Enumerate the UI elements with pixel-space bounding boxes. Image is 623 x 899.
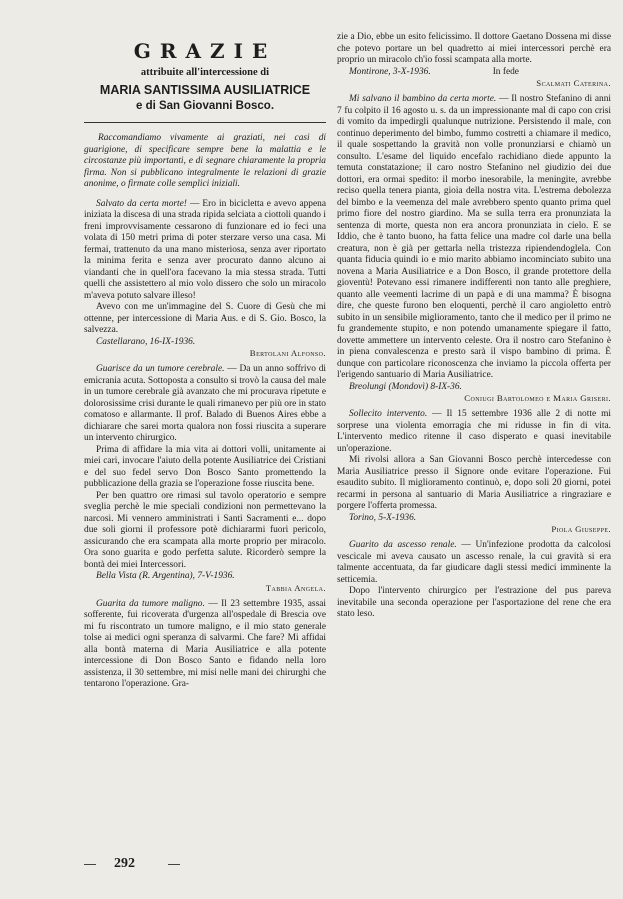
header xyxy=(84,40,326,114)
footer-dash-left xyxy=(84,864,96,865)
story-paragraph: Avevo con me un'immagine del S. Cuore di Gesù che mi ottenne, per intercessione di Maria Aus. e di S. Gio. Bosco, la salvezza. xyxy=(84,302,326,335)
story-tumore-cerebrale xyxy=(84,364,326,593)
story-title: Guarita da tumore maligno. xyxy=(96,598,205,609)
story-sollecito xyxy=(337,409,611,534)
story-place-date: Breolungi (Mondovì) 8-IX-36. xyxy=(349,381,462,392)
story-signature: Tabbia Angela. xyxy=(265,582,326,593)
saints-line-1: MARIA SANTISSIMA AUSILIATRICE xyxy=(99,83,311,97)
page-footer xyxy=(84,856,224,872)
page-title: GRAZIE xyxy=(133,39,277,63)
story-signature: Coniugi Bartolomeo e Maria Griseri. xyxy=(464,393,611,403)
story-signature: Piola Giuseppe. xyxy=(551,524,611,534)
story-paragraph: Guarisce da un tumore cerebrale. — Da un anno soffrivo di emicrania acuta. Sottoposta a consulto si trovò la causa del male in un tumore cerebrale già avanzato che mi procurava ripetute e dolorosissime crisi durante le quali rimanevo per più ore in stato comatoso e allarmante. Il prof. Balado di Buenos Aires ebbe a dichiarare che sarei morta qualora non fossi riuscita a superare un intervento chirurgico. xyxy=(84,364,326,443)
story-paragraph: Salvato da certa morte! — Ero in bicicletta e avevo appena iniziata la discesa di una strada ripida selciata a ciottoli quando i freni improvvisamente cessarono di funzionare ed io feci una volata di 150 metri prima di poter sterzare verso una casa. Mi fermai, trattenuto da una mano misteriosa, senza aver riportato la minima ferita e senza aver procurato danno alcuno ai viandanti che in quell'ora facevano la mia stessa strada. Tutti quelli che assistettero al mio volo dissero che solo un miracolo m'aveva potuto salvare illeso! xyxy=(84,198,326,301)
story-paragraph: Guarita da tumore maligno. — Il 23 settembre 1935, assai sofferente, fui ricoverata d'urgenza all'ospedale di Brescia ove mi fu riscontrato un tumore maligno, e il mio stato generale tolse ai medici ogni speranza di salvarmi. Che fare? Mi affidai alla bontà materna di Maria Ausiliatrice e alla potente intercessione di Don Bosco Santo e fidando nella loro assistenza, il 30 settembre, mi misi nelle mani dei chirurghi che tentarono l'operazione. Gra- xyxy=(84,598,326,689)
left-column xyxy=(84,32,326,697)
story-bambino xyxy=(337,94,611,403)
story-title: Guarito da ascesso renale. xyxy=(349,540,457,550)
story-place-date: Torino, 5-X-1936. xyxy=(349,512,417,523)
story-salvato xyxy=(84,199,326,359)
story-paragraph: Guarito da ascesso renale. — Un'infezione prodotta da calcolosi vescicale mi aveva causato un ascesso renale, la cui gravità si era talmente accentuata, da far giudicare dagli stessi medici imminente la setticemia. xyxy=(337,540,612,585)
story-paragraph: Sollecito intervento. — Il 15 settembre 1936 alle 2 di notte mi sorprese una violenta emorragia che mi ridusse in fin di vita. L'intervento medico ritenne il caso disperato e quasi inevitabile un'operazione. xyxy=(337,409,612,454)
story-signature: Bertolani Alfonso. xyxy=(249,348,326,358)
story-title: Mi salvano il bambino da certa morte. xyxy=(349,94,497,104)
story-paragraph: Dopo l'intervento chirurgico per l'estrazione del pus pareva inevitabile una seconda operazione per l'asportazione del rene che era stato leso. xyxy=(337,586,611,619)
story-paragraph: Prima di affidare la mia vita ai dottori volli, unitamente ai miei cari, invocare l'aiuto della potente Ausiliatrice dei Cristiani e del suo fedel servo Don Bosco Santo promettendo la pubblicazione della grazia se l'operazione fosse riuscita bene. xyxy=(84,444,326,489)
saints-line-2: e di San Giovanni Bosco. xyxy=(135,100,275,112)
header-divider xyxy=(84,122,326,123)
story-tumore-maligno xyxy=(84,599,326,691)
story-paragraph: Mi rivolsi allora a San Giovanni Bosco perchè intercedesse con Maria Ausiliatrice presso il Signore onde evitare l'operazione. Fui esaudito subito. Il miglioramento continuò, e, dopo soli 20 giorni, potei recarmi in persona al santuario di Maria Ausiliatrice a ringraziare e porgere l'offerta promessa. xyxy=(337,455,611,511)
story-sign-prefix: In fede xyxy=(492,66,519,77)
story-ascesso xyxy=(337,540,611,621)
story-tumore-maligno-cont xyxy=(337,32,611,88)
story-place-date: Castellarano, 16-IX-1936. xyxy=(96,336,196,347)
right-column xyxy=(337,32,611,627)
intro-note: Raccomandiamo vivamente ai graziati, nei casi di guarigione, di specificare sempre bene la malattia e le circostanze più importanti, e di segnare chiaramente la propria firma. Non si pubblicano integralmente le relazioni di grazie anonime, o firmate colle semplici iniziali. xyxy=(84,133,326,189)
story-paragraph: Mi salvano il bambino da certa morte. — Il nostro Stefanino di anni 7 fu colpito il 16 agosto u. s. da un impressionante mal di capo con crisi di vomito da impedirgli qualunque nutrizione. Persistendo il male, con continuo deperimento del bimbo, fummo costretti a chiamare il medico, il quale sospettando la gravità non volle pronunziarsi e chiamò un consulto. L'esame del liquido encefalo rachidiano diede appunto la temuta constatazione; il caro nostro Stefanino nel giudizio dei due dottori, era ormai spedito: il morbo inesorabile, la meningite, avrebbe reciso quella tenera pianta, gioia della nostra vita. L'estrema debolezza del bimbo e la veemenza del male avrebbero spento quanto prima quel primo fiore del nostro giardino. Ma se sulla terra era pronunziata la sentenza di morte, questa non era ancora pronunziata in cielo. E se Iddio, che è tanto buono, ha fatta felice una madre col darle una bella creatura, non è già per gettarla nella tristezza ripiendendoglela. Con quanta fiducia quindi io e mio marito abbiamo incominciato subito una novena a Maria Ausiliatrice e a Don Bosco, il grande protettore della gioventù! Potevano essi rimanere indifferenti non tanto alle preghiere, quanto alle veementi lacrime di un papà e di una mamma? È bisogna dire, che queste furono ben eloquenti, perchè il caro angioletto entrò subito in un sensibile miglioramento, tanto che il medico per il primo ne fu grandemente stupito, e non potendo umanamente spiegare il fatto, dovette ammettere un intervento celeste. Ora il nostro caro Stefanino è in piena convalescenza e presto sarà il vispo bambino di prima. È dunque con particolare riconoscenza che inviamo la piccola offerta per l'erigendo santuario di Maria Ausiliatrice. xyxy=(337,94,611,380)
footer-dash-right xyxy=(168,864,180,865)
story-signature: Scalmati Caterina. xyxy=(536,78,611,88)
subtitle: attribuite all'intercessione di xyxy=(140,67,270,78)
story-continuation: zie a Dio, ebbe un esito felicissimo. Il dottore Gaetano Dossena mi disse che potevo portare un bel quadretto ai miei intercessori perchè era proprio un miracolo ch'io fossi scampata alla morte. xyxy=(337,32,611,65)
story-paragraph: Per ben quattro ore rimasi sul tavolo operatorio e sempre sveglia perchè le mie speciali condizioni non permettevano la narcosi. Mi vennero amministrati i Santi Sacramenti e... dopo due soli giorni il professore potè dichiararmi fuori pericolo, assicurando che era scampata alla morte proprio per miracolo. Ora sono guarita e godo perfetta salute. Ricorderò sempre la bontà dei miei Intercessori. xyxy=(84,490,326,570)
story-meta xyxy=(337,67,611,79)
story-place-date: Bella Vista (R. Argentina), 7-V-1936. xyxy=(96,571,235,581)
story-title: Salvato da certa morte! xyxy=(96,198,187,209)
story-title: Guarisce da un tumore cerebrale. xyxy=(96,364,225,374)
story-place-date: Montirone, 3-X-1936. xyxy=(349,66,431,77)
story-title: Sollecito intervento. xyxy=(349,409,428,419)
page-number: 292 xyxy=(114,856,135,871)
